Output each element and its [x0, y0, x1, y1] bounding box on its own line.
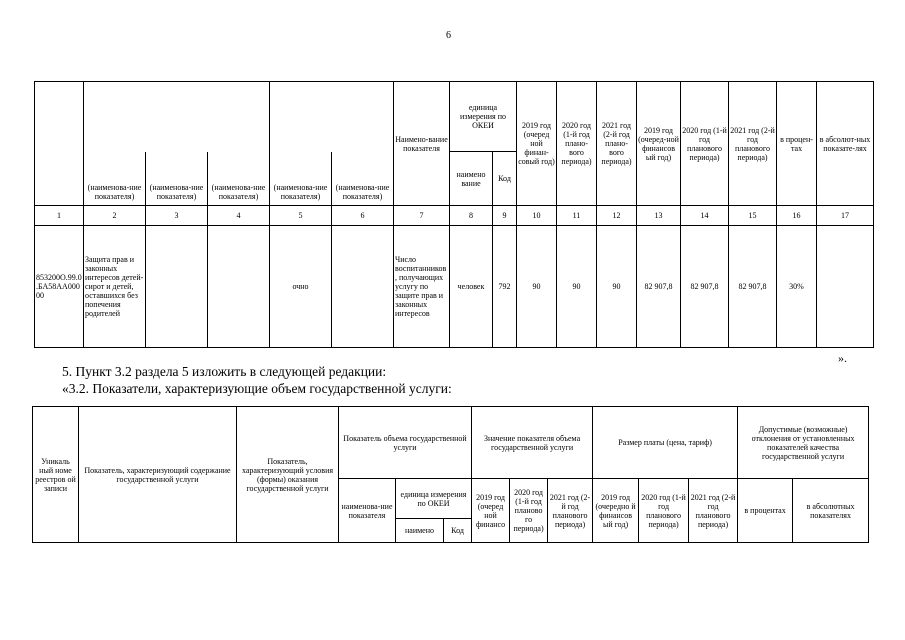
header-content-group [84, 82, 270, 152]
header-placeholder-2: (наименова-ние показателя) [84, 152, 146, 206]
row-empty [208, 226, 270, 348]
services-volume-table [32, 406, 869, 543]
row-unit-code: 792 [493, 226, 517, 348]
header-unit-code: Код [493, 152, 517, 206]
col-number: 15 [729, 206, 777, 226]
header-2021: 2021 год (2-й год плано-вого периода) [597, 82, 637, 206]
header-2020: 2020 год (1-й год планово го периода) [510, 479, 548, 543]
header-unit-name: наимено [396, 519, 444, 543]
row-content: Защита прав и законных интересов детей-сирот и детей, оставшихся без попечения родителей [84, 226, 146, 348]
header-conditions-group [270, 82, 394, 152]
col-number: 1 [35, 206, 84, 226]
col-number: 3 [146, 206, 208, 226]
header-placeholder-5: (наименова-ние показателя) [270, 152, 332, 206]
row-indicator: Число воспитанников, получающих услугу по защите прав и законных интересов [394, 226, 450, 348]
row-percent: 30% [777, 226, 817, 348]
row-v2019: 90 [517, 226, 557, 348]
col-number: 6 [332, 206, 394, 226]
row-v2020: 90 [557, 226, 597, 348]
header-2019: 2019 год (очеред ной финансо [472, 479, 510, 543]
col-number: 2 [84, 206, 146, 226]
col-number: 10 [517, 206, 557, 226]
header-unit: единица измерения по ОКЕИ [396, 479, 472, 519]
header-unit-okei: единица измерения по ОКЕИ [450, 82, 517, 152]
row-absolute [817, 226, 874, 348]
header-2020: 2020 год (1-й год плано-вого периода) [557, 82, 597, 206]
row-unit: человек [450, 226, 493, 348]
page-number: 6 [446, 30, 451, 41]
col-number: 16 [777, 206, 817, 226]
closing-quote: ». [838, 351, 847, 365]
header-percent: в процен-тах [777, 82, 817, 206]
header-placeholder-4: (наименова-ние показателя) [208, 152, 270, 206]
header-indicator-name: Наимено-вание показателя [394, 82, 450, 206]
row-p2021: 82 907,8 [729, 226, 777, 348]
header-fee-2021: 2021 год (2-й год планового периода) [689, 479, 738, 543]
row-v2021: 90 [597, 226, 637, 348]
row-empty [146, 226, 208, 348]
row-p2019: 82 907,8 [637, 226, 681, 348]
header-absolute: в абсолютных показателях [793, 479, 869, 543]
row-empty [332, 226, 394, 348]
header-absolute: в абсолют-ных показате-лях [817, 82, 874, 206]
header-name: наименова-ние показателя [339, 479, 396, 543]
col-number: 13 [637, 206, 681, 226]
header-2021: 2021 год (2-й год планового периода) [548, 479, 593, 543]
col-number: 4 [208, 206, 270, 226]
header-percent: в процентах [738, 479, 793, 543]
header-unit-code: Код [444, 519, 472, 543]
header-2019b: 2019 год (очеред-ной финансов ый год) [637, 82, 681, 206]
header-2020b: 2020 год (1-й год планового периода) [681, 82, 729, 206]
row-code: 853200О.99.0.БА58АА00000 [35, 226, 84, 348]
row-p2020: 82 907,8 [681, 226, 729, 348]
col-number: 5 [270, 206, 332, 226]
header-fee-2020: 2020 год (1-й год планового периода) [639, 479, 689, 543]
header-deviation: Допустимые (возможные) отклонения от установленных показателей качества государственной услуги [738, 407, 869, 479]
header-placeholder-6: (наименова-ние показателя) [332, 152, 394, 206]
col-number: 9 [493, 206, 517, 226]
col-number: 8 [450, 206, 493, 226]
services-quality-table [34, 81, 874, 348]
header-conditions: Показатель, характеризующий условия (формы) оказания государственной услуги [237, 407, 339, 543]
header-content: Показатель, характеризующий содержание государственной услуги [79, 407, 237, 543]
header-placeholder-3: (наименова-ние показателя) [146, 152, 208, 206]
header-2019: 2019 год (очеред ной финан-совый год) [517, 82, 557, 206]
header-empty-1 [35, 82, 84, 206]
col-number: 12 [597, 206, 637, 226]
paragraph-1: 5. Пункт 3.2 раздела 5 изложить в следующей редакции: [62, 364, 387, 379]
col-number: 7 [394, 206, 450, 226]
header-unique: Уникаль ный номе реестров ой записи [33, 407, 79, 543]
col-number: 14 [681, 206, 729, 226]
header-fee: Размер платы (цена, тариф) [593, 407, 738, 479]
table-row [35, 226, 874, 348]
header-unit-name: наимено вание [450, 152, 493, 206]
row-form: очно [270, 226, 332, 348]
header-2021b: 2021 год (2-й год планового периода) [729, 82, 777, 206]
paragraph-2: «3.2. Показатели, характеризующие объем государственной услуги: [62, 381, 452, 396]
col-number: 17 [817, 206, 874, 226]
header-volume-value: Значение показателя объема государственной услуги [472, 407, 593, 479]
col-number: 11 [557, 206, 597, 226]
header-fee-2019: 2019 год (очередно й финансов ый год) [593, 479, 639, 543]
header-volume: Показатель объема государственной услуги [339, 407, 472, 479]
